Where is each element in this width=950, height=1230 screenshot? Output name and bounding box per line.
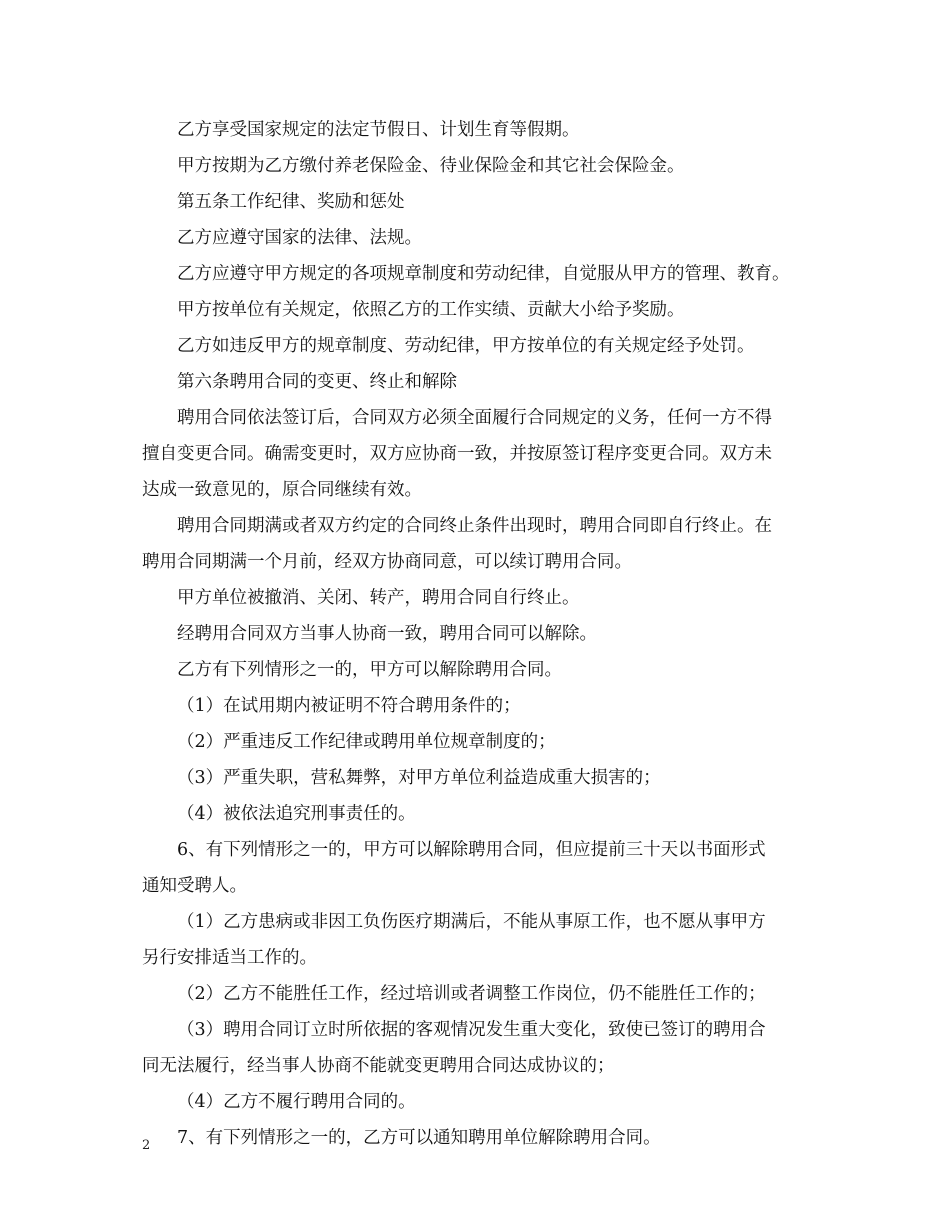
paragraph (142, 688, 822, 724)
paragraph (142, 580, 822, 616)
paragraph (142, 616, 822, 652)
paragraph-line: （2）严重违反工作纪律或聘用单位规章制度的； (177, 732, 556, 752)
page-number: 2 (142, 1138, 151, 1153)
paragraph (142, 508, 822, 580)
paragraph-line: 另行安排适当工作的。 (142, 948, 317, 968)
paragraph (142, 400, 822, 508)
paragraph (142, 652, 822, 688)
paragraph (142, 328, 822, 364)
paragraph (142, 796, 822, 832)
paragraph-line: 第五条工作纪律、奖励和惩处 (177, 192, 405, 212)
paragraph (142, 220, 822, 256)
paragraph-line: 聘用合同期满或者双方约定的合同终止条件出现时，聘用合同即自行终止。在 (177, 516, 772, 536)
paragraph-line: 乙方应遵守甲方规定的各项规章制度和劳动纪律，自觉服从甲方的管理、教育。 (177, 264, 790, 284)
paragraph (142, 1012, 822, 1084)
paragraph (142, 184, 822, 220)
paragraph-line: 第六条聘用合同的变更、终止和解除 (177, 372, 457, 392)
paragraph-line: （2）乙方不能胜任工作，经过培训或者调整工作岗位，仍不能胜任工作的； (177, 984, 766, 1004)
paragraph (142, 112, 822, 148)
paragraph (142, 832, 822, 904)
paragraph (142, 724, 822, 760)
paragraph (142, 364, 822, 400)
paragraph (142, 976, 822, 1012)
paragraph (142, 904, 822, 976)
paragraph-line: （4）乙方不履行聘用合同的。 (177, 1092, 416, 1112)
paragraph (142, 256, 822, 292)
paragraph-line: 乙方有下列情形之一的，甲方可以解除聘用合同。 (177, 660, 562, 680)
paragraph-line: 聘用合同期满一个月前，经双方协商同意，可以续订聘用合同。 (142, 552, 632, 572)
paragraph-line: 甲方单位被撤消、关闭、转产，聘用合同自行终止。 (177, 588, 580, 608)
paragraph-line: 7、有下列情形之一的，乙方可以通知聘用单位解除聘用合同。 (177, 1128, 661, 1148)
paragraph-line: 甲方按单位有关规定，依照乙方的工作实绩、贡献大小给予奖励。 (177, 300, 685, 320)
paragraph (142, 148, 822, 184)
paragraph-line: 乙方应遵守国家的法律、法规。 (177, 228, 422, 248)
paragraph-line: 经聘用合同双方当事人协商一致，聘用合同可以解除。 (177, 624, 597, 644)
paragraph-line: 6、有下列情形之一的，甲方可以解除聘用合同，但应提前三十天以书面形式 (177, 840, 766, 860)
paragraph (142, 292, 822, 328)
document-body (142, 112, 822, 1156)
paragraph-line: 达成一致意见的，原合同继续有效。 (142, 480, 422, 500)
paragraph-line: 聘用合同依法签订后，合同双方必须全面履行合同规定的义务，任何一方不得 (177, 408, 772, 428)
paragraph-line: （4）被依法追究刑事责任的。 (177, 804, 416, 824)
paragraph-line: 乙方如违反甲方的规章制度、劳动纪律，甲方按单位的有关规定经予处罚。 (177, 336, 755, 356)
paragraph-line: 通知受聘人。 (142, 876, 247, 896)
paragraph-line: （3）聘用合同订立时所依据的客观情况发生重大变化，致使已签订的聘用合 (177, 1020, 766, 1040)
paragraph-line: 擅自变更合同。确需变更时，双方应协商一致，并按原签订程序变更合同。双方未 (142, 444, 772, 464)
paragraph (142, 760, 822, 796)
paragraph-line: （1）在试用期内被证明不符合聘用条件的； (177, 696, 521, 716)
paragraph-line: 同无法履行，经当事人协商不能就变更聘用合同达成协议的； (142, 1056, 615, 1076)
paragraph (142, 1084, 822, 1120)
paragraph (142, 1120, 822, 1156)
paragraph-line: 甲方按期为乙方缴付养老保险金、待业保险金和其它社会保险金。 (177, 156, 685, 176)
paragraph-line: （1）乙方患病或非因工负伤医疗期满后，不能从事原工作，也不愿从事甲方 (177, 912, 766, 932)
paragraph-line: 乙方享受国家规定的法定节假日、计划生育等假期。 (177, 120, 580, 140)
paragraph-line: （3）严重失职，营私舞弊，对甲方单位利益造成重大损害的； (177, 768, 661, 788)
